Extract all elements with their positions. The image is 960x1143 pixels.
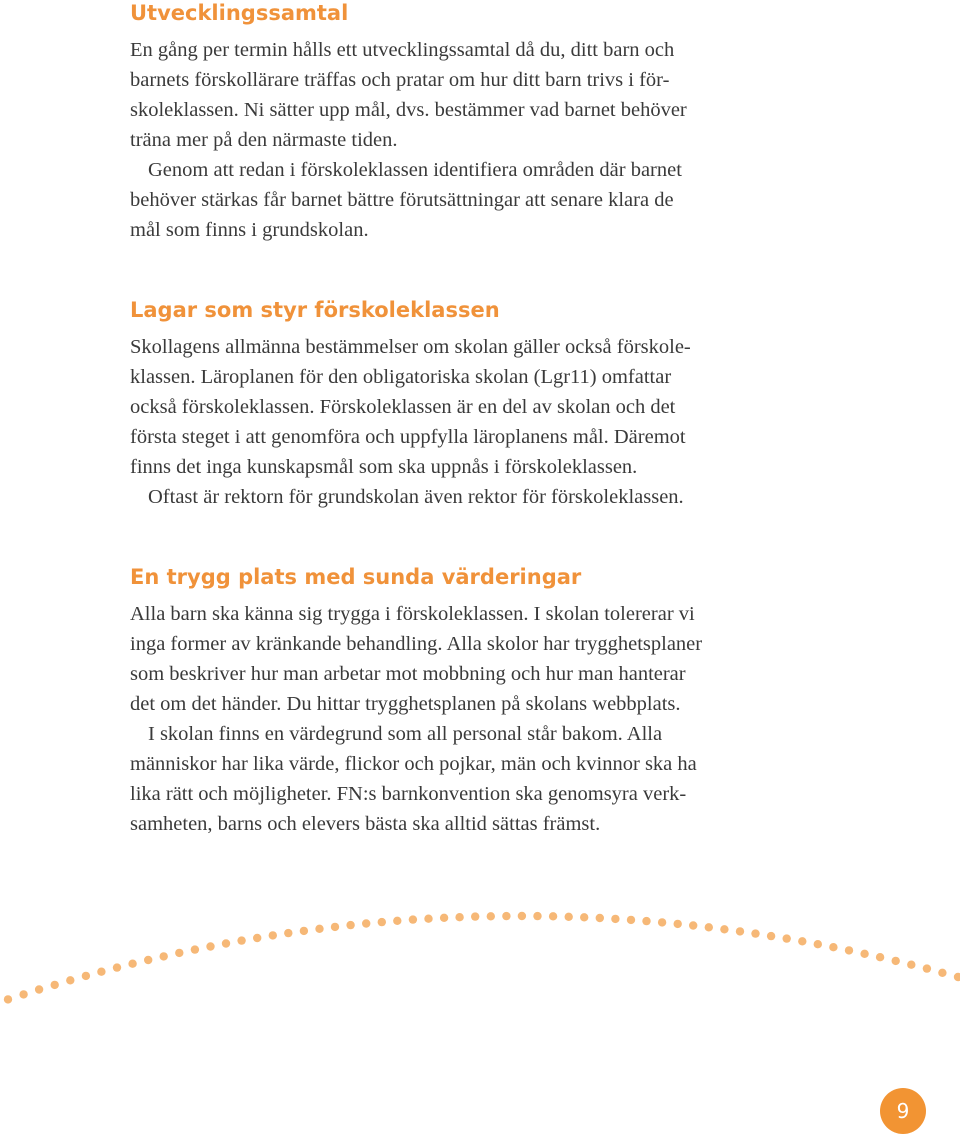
- section-heading: Utvecklingssamtal: [130, 1, 349, 25]
- decorative-dot: [35, 985, 43, 993]
- text-line: I skolan finns en värdegrund som all personal står bakom. Alla: [148, 723, 663, 745]
- decorative-dot: [502, 912, 510, 920]
- decorative-dot: [814, 940, 822, 948]
- text-line: Genom att redan i förskoleklassen identifiera områden där barnet: [148, 159, 682, 181]
- decorative-dot: [300, 927, 308, 935]
- section-heading: En trygg plats med sunda värderingar: [130, 565, 582, 589]
- decorative-dot-arc: [0, 900, 960, 1040]
- paragraph: [130, 332, 830, 512]
- decorative-dot: [471, 912, 479, 920]
- decorative-dot: [798, 937, 806, 945]
- decorative-dot: [596, 914, 604, 922]
- decorative-dot: [331, 923, 339, 931]
- decorative-dot: [284, 929, 292, 937]
- decorative-dot: [128, 960, 136, 968]
- decorative-dot: [113, 963, 121, 971]
- decorative-dot: [767, 932, 775, 940]
- decorative-dot: [689, 921, 697, 929]
- decorative-dot: [736, 927, 744, 935]
- decorative-dot: [845, 946, 853, 954]
- decorative-dot: [705, 923, 713, 931]
- text-line: inga former av kränkande behandling. Alla skolor har trygghetsplaner: [130, 633, 703, 655]
- text-line: finns det inga kunskapsmål som ska uppnås i förskoleklassen.: [130, 456, 638, 478]
- section-lagar: [130, 297, 830, 512]
- decorative-dot: [938, 969, 946, 977]
- decorative-dot: [253, 934, 261, 942]
- decorative-dot: [346, 921, 354, 929]
- decorative-dot: [409, 915, 417, 923]
- decorative-dot: [393, 917, 401, 925]
- decorative-dot: [144, 956, 152, 964]
- text-line: Alla barn ska känna sig trygga i förskoleklassen. I skolan tolererar vi: [130, 603, 695, 625]
- text-line: En gång per termin hålls ett utvecklingssamtal då du, ditt barn och: [130, 39, 675, 61]
- decorative-dot: [424, 915, 432, 923]
- decorative-dot: [533, 912, 541, 920]
- section-heading: Lagar som styr förskoleklassen: [130, 298, 500, 322]
- decorative-dot: [440, 914, 448, 922]
- text-line: lika rätt och möjligheter. FN:s barnkonvention ska genomsyra verk-: [130, 783, 687, 805]
- decorative-dot: [658, 918, 666, 926]
- decorative-dot: [237, 936, 245, 944]
- decorative-dot: [269, 931, 277, 939]
- decorative-dot: [751, 929, 759, 937]
- decorative-dot: [860, 950, 868, 958]
- text-line: som beskriver hur man arbetar mot mobbning och hur man hanterar: [130, 663, 686, 685]
- decorative-dot: [82, 972, 90, 980]
- page-number-badge: 9: [880, 1088, 926, 1134]
- decorative-dot: [191, 945, 199, 953]
- text-line: mål som finns i grundskolan.: [130, 219, 369, 241]
- text-line: barnets förskollärare träffas och pratar om hur ditt barn trivs i för-: [130, 69, 670, 91]
- decorative-dot: [674, 920, 682, 928]
- text-line: Oftast är rektorn för grundskolan även rektor för förskoleklassen.: [148, 486, 684, 508]
- text-line: människor har lika värde, flickor och pojkar, män och kvinnor ska ha: [130, 753, 697, 775]
- text-line: klassen. Läroplanen för den obligatoriska skolan (Lgr11) omfattar: [130, 366, 672, 388]
- decorative-dot: [4, 995, 12, 1003]
- decorative-dot: [66, 976, 74, 984]
- decorative-dot: [580, 913, 588, 921]
- text-line: Skollagens allmänna bestämmelser om skolan gäller också förskole-: [130, 336, 691, 358]
- decorative-dot: [720, 925, 728, 933]
- decorative-dot: [362, 919, 370, 927]
- paragraph: [130, 599, 830, 839]
- decorative-dot: [518, 912, 526, 920]
- decorative-dot: [611, 915, 619, 923]
- decorative-dot: [97, 968, 105, 976]
- decorative-dot: [160, 952, 168, 960]
- paragraph: [130, 35, 830, 245]
- decorative-dot: [51, 981, 59, 989]
- decorative-dot: [222, 939, 230, 947]
- text-line: skoleklassen. Ni sätter upp mål, dvs. bestämmer vad barnet behöver: [130, 99, 687, 121]
- decorative-dot: [783, 934, 791, 942]
- text-line: det om det händer. Du hittar trygghetsplanen på skolans webbplats.: [130, 693, 681, 715]
- decorative-dot: [455, 913, 463, 921]
- decorative-dot: [876, 953, 884, 961]
- section-trygg-plats: [130, 564, 830, 839]
- decorative-dot: [642, 917, 650, 925]
- decorative-dot: [19, 990, 27, 998]
- decorative-dot: [954, 973, 960, 981]
- text-line: första steget i att genomföra och uppfylla läroplanens mål. Däremot: [130, 426, 686, 448]
- decorative-dot: [892, 957, 900, 965]
- text-line: samheten, barns och elevers bästa ska alltid sättas främst.: [130, 813, 601, 835]
- decorative-dot: [907, 961, 915, 969]
- decorative-dot: [315, 925, 323, 933]
- text-line: träna mer på den närmaste tiden.: [130, 129, 398, 151]
- section-utvecklingssamtal: [130, 0, 830, 245]
- decorative-dot: [549, 912, 557, 920]
- decorative-dot: [829, 943, 837, 951]
- decorative-dot: [378, 918, 386, 926]
- text-line: behöver stärkas får barnet bättre förutsättningar att senare klara de: [130, 189, 674, 211]
- decorative-dot: [175, 949, 183, 957]
- text-line: också förskoleklassen. Förskoleklassen är en del av skolan och det: [130, 396, 676, 418]
- decorative-dot: [487, 912, 495, 920]
- decorative-dot: [565, 913, 573, 921]
- decorative-dot: [923, 964, 931, 972]
- decorative-dot: [206, 942, 214, 950]
- decorative-dot: [627, 916, 635, 924]
